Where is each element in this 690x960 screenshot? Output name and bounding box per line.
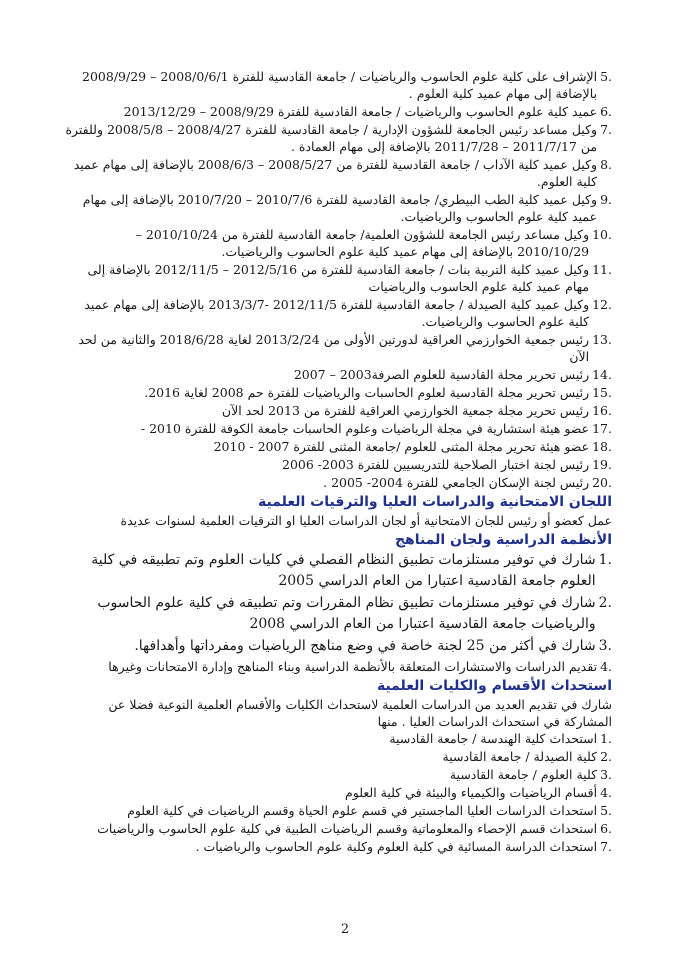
- list-item: [60, 296, 612, 330]
- list-item: [60, 366, 612, 383]
- item-text: عميد كلية علوم الحاسوب والرياضيات / جامعة القادسية للفترة 2008/9/29 – 2013/12/29: [123, 104, 598, 119]
- list-item: [60, 636, 612, 657]
- item-text: رئيس لجنة الإسكان الجامعي للفترة 2004- 2005 .: [323, 475, 590, 490]
- item-text: استحداث الدراسات العليا الماجستير في قسم علوم الحياة وقسم الرياضيات في كلية العلوم: [127, 803, 598, 818]
- item-text: عضو هيئة استشارية في مجلة الرياضيات وعلوم الحاسبات جامعة الكوفة للفترة 2010 -: [140, 421, 590, 436]
- item-number: 16.: [592, 403, 612, 418]
- item-number: 2.: [600, 749, 612, 764]
- item-text: أقسام الرياضيات والكيمياء والبيئة في كلية العلوم: [345, 785, 598, 800]
- item-number: 2.: [598, 595, 612, 611]
- item-number: 6.: [600, 104, 612, 119]
- departments-list: [60, 730, 612, 855]
- item-text: الإشراف على كلية علوم الحاسوب والرياضيات / جامعة القادسية للفترة 2008/0/6/1 – 2008/9/29 بالإضافة إلى مهام عميد كلية العلوم .: [82, 69, 598, 101]
- item-text: استحداث كلية الهندسة / جامعة القادسية: [389, 731, 598, 746]
- item-number: 15.: [592, 385, 612, 400]
- item-text: تقديم الدراسات والاستشارات المتعلقة بالأنظمة الدراسية وبناء المناهج وإدارة الامتحانات وغيرها: [108, 659, 598, 674]
- list-item: [60, 730, 612, 747]
- item-number: 20.: [592, 475, 612, 490]
- item-number: 12.: [592, 297, 612, 312]
- item-number: 19.: [592, 457, 612, 472]
- item-number: 18.: [592, 439, 612, 454]
- item-text: وكيل عميد كلية الصيدلة / جامعة القادسية للفترة 2012/11/5 -2013/3/7 بالإضافة إلى مهام عميد كلية علوم الحاسوب والرياضيات.: [84, 297, 590, 329]
- item-number: 3.: [600, 767, 612, 782]
- section-heading-curricula: الأنظمة الدراسية ولجان المناهج: [394, 532, 612, 548]
- list-item: [60, 103, 612, 120]
- item-text: وكيل عميد كلية الطب البيطري/ جامعة القادسية للفترة 2010/7/6 – 2010/7/20 بالإضافة إلى مهام عميد كلية علوم الحاسوب والرياضيات.: [82, 192, 598, 224]
- curricula-list: [60, 550, 612, 675]
- item-number: 1.: [598, 552, 612, 568]
- item-number: 8.: [600, 157, 612, 172]
- item-text: وكيل مساعد رئيس الجامعة للشؤون الإدارية / جامعة القادسية للفترة 2008/4/27 – 2008/5/8 وللفترة من 2011/7/17 – 2011/7/28 بالإضافة إلى مهام العمادة .: [65, 122, 598, 154]
- item-number: 13.: [592, 332, 612, 347]
- list-item: [60, 420, 612, 437]
- item-number: 14.: [592, 367, 612, 382]
- list-item: [60, 748, 612, 765]
- list-item: [60, 191, 612, 225]
- item-text: عضو هيئة تحرير مجلة المثنى للعلوم /جامعة المثنى للفترة 2007 - 2010: [213, 439, 590, 454]
- item-number: 5.: [600, 803, 612, 818]
- item-text: رئيس تحرير مجلة القادسية للعلوم الصرفة2003 – 2007: [293, 367, 590, 382]
- item-text: رئيس جمعية الخوارزمي العراقية لدورتين الأولى من 2013/2/24 لغاية 2018/6/28 والثانية من لحد الآن: [78, 332, 590, 364]
- item-number: 5.: [600, 69, 612, 84]
- list-item: [60, 784, 612, 801]
- item-text: استحداث قسم الإحصاء والمعلوماتية وقسم الرياضيات الطبية في كلية علوم الحاسوب والرياضيات: [97, 821, 598, 836]
- item-number: 7.: [600, 839, 612, 854]
- item-text: وكيل مساعد رئيس الجامعة للشؤون العلمية/ جامعة القادسية للفترة من 2010/10/24 – 2010/10/29 بالإضافة إلى مهام عميد كلية علوم الحاسوب والرياضيات.: [135, 227, 590, 259]
- list-item: [60, 68, 612, 102]
- list-item: [60, 226, 612, 260]
- item-text: رئيس تحرير مجلة القادسية لعلوم الحاسبات والرياضيات للفترة حم 2008 لغاية 2016.: [144, 385, 590, 400]
- item-text: كلية الصيدلة / جامعة القادسية: [442, 749, 598, 764]
- list-item: [60, 593, 612, 635]
- item-number: 6.: [600, 821, 612, 836]
- section-heading-committees: اللجان الامتحانية والدراسات العليا والترقيات العلمية: [258, 494, 612, 510]
- list-item: [60, 438, 612, 455]
- item-text: استحداث الدراسة المسائية في كلية العلوم وكلية علوم الحاسوب والرياضيات .: [195, 839, 598, 854]
- list-item: [60, 261, 612, 295]
- list-item: [60, 121, 612, 155]
- item-number: 10.: [592, 227, 612, 242]
- page-number: 2: [340, 922, 350, 937]
- item-text: كلية العلوم / جامعة القادسية: [449, 767, 598, 782]
- item-number: 1.: [600, 731, 612, 746]
- item-number: 4.: [600, 785, 612, 800]
- departments-paragraph: شارك في تقديم العديد من الدراسات العلمية لاستحداث الكليات والأقسام العلمية النوعية فضلا عن المشاركة في استحداث الدراسات العليا . منها: [108, 697, 612, 729]
- list-item: [60, 820, 612, 837]
- list-item: [60, 156, 612, 190]
- item-number: 4.: [600, 659, 612, 674]
- item-number: 11.: [592, 262, 612, 277]
- item-text: وكيل عميد كلية الآداب / جامعة القادسية للفترة من 2008/5/27 – 2008/6/3 بالإضافة إلى مهام عميد كلية العلوم.: [73, 157, 598, 189]
- positions-list: [60, 68, 612, 491]
- item-number: 9.: [600, 192, 612, 207]
- section-heading-departments: استحداث الأقسام والكليات العلمية: [376, 678, 612, 694]
- item-number: 17.: [592, 421, 612, 436]
- list-item: [60, 550, 612, 592]
- list-item: [60, 838, 612, 855]
- list-item: [60, 456, 612, 473]
- list-item: [60, 802, 612, 819]
- item-text: وكيل عميد كلية التربية بنات / جامعة القادسية للفترة من 2012/5/16 – 2012/11/5 بالإضافة إلى مهام عميد كلية علوم الحاسوب والرياضيات: [87, 262, 590, 294]
- item-text: رئيس لجنة اختبار الصلاحية للتدريسيين للفترة 2003- 2006: [282, 457, 590, 472]
- list-item: [60, 384, 612, 401]
- item-text: شارك في أكثر من 25 لجنة خاصة في وضع مناهج الرياضيات ومفرداتها وأهدافها.: [134, 638, 596, 654]
- list-item: [60, 766, 612, 783]
- list-item: [60, 474, 612, 491]
- list-item: [60, 658, 612, 675]
- item-text: شارك في توفير مستلزمات تطبيق نظام المقررات وتم تطبيقه في كلية علوم الحاسوب والرياضيات جامعة القادسية اعتبارا من العام الدراسي 2008: [97, 595, 596, 632]
- item-text: شارك في توفير مستلزمات تطبيق النظام الفصلي في كليات العلوم وتم تطبيقه في كلية العلوم جامعة القادسية اعتبارا من العام الدراسي 2005: [91, 552, 596, 589]
- list-item: [60, 402, 612, 419]
- item-number: 7.: [600, 122, 612, 137]
- committees-paragraph: عمل كعضو أو رئيس للجان الامتحانية أو لجان الدراسات العليا او الترقيات العلمية لسنوات عديدة: [120, 513, 612, 528]
- item-text: رئيس تحرير مجلة جمعية الخوارزمي العراقية للفترة من 2013 لحد الآن: [221, 403, 590, 418]
- item-number: 3.: [598, 638, 612, 654]
- list-item: [60, 331, 612, 365]
